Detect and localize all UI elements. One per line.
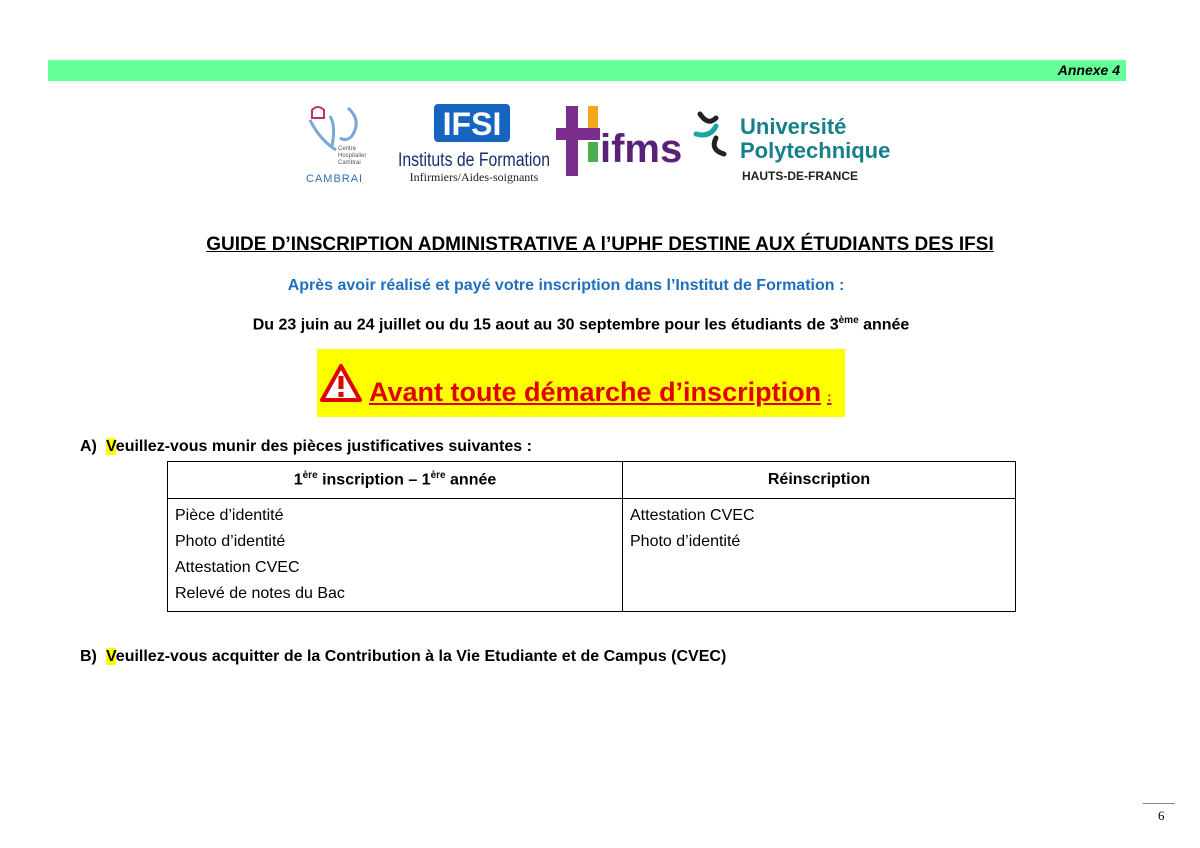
svg-text:IFSI: IFSI: [442, 106, 502, 142]
footer-rule: [1143, 803, 1175, 804]
svg-text:Instituts de Formation: Instituts de Formation: [398, 150, 550, 171]
ifsi-logo: [396, 102, 552, 186]
section-b: B) Veuillez-vous acquitter de la Contribution à la Vie Etudiante et de Campus (CVEC): [80, 648, 727, 665]
page-number: 6: [1158, 808, 1165, 823]
documents-table: [167, 461, 1016, 612]
warning-box: [317, 349, 845, 417]
svg-text:ifms: ifms: [600, 127, 683, 171]
subtitle: Après avoir réalisé et payé votre inscription dans l’Institut de Formation :: [287, 277, 845, 294]
ifms-logo: [556, 106, 686, 178]
svg-text:HAUTS-DE-FRANCE: HAUTS-DE-FRANCE: [742, 169, 858, 183]
first-inscription-items: Pièce d’identité Photo d’identité Attestation CVEC Relevé de notes du Bac: [168, 499, 623, 612]
cambrai-subtext: Centre: [338, 146, 357, 152]
uphf-logo: [690, 104, 900, 184]
reinscription-items: Attestation CVEC Photo d’identité: [623, 499, 1016, 612]
svg-text:Hospitalier: Hospitalier: [338, 153, 367, 159]
logo-strip: [300, 100, 900, 190]
svg-text:Infirmiers/Aides-soignants: Infirmiers/Aides-soignants: [409, 170, 539, 184]
dates-line: Du 23 juin au 24 juillet ou du 15 aout au 30 septembre pour les étudiants de 3ème année: [252, 315, 910, 334]
warning-text: Avant toute démarche d’inscription :: [369, 377, 832, 407]
header-first-inscription: 1ère inscription – 1ère année: [168, 462, 623, 499]
section-a: A) Veuillez-vous munir des pièces justificatives suivantes :: [80, 438, 532, 455]
warning-icon: [319, 363, 363, 403]
annexe-label: Annexe 4: [1057, 62, 1120, 78]
header-reinscription: Réinscription: [623, 462, 1016, 499]
annexe-bar: [48, 60, 1126, 81]
page-title: GUIDE D’INSCRIPTION ADMINISTRATIVE A l’UPHF DESTINE AUX ÉTUDIANTS DES IFSI: [206, 234, 994, 255]
svg-text:Cambrai: Cambrai: [338, 160, 361, 166]
svg-text:Université: Université: [740, 114, 847, 139]
svg-text:Polytechnique: Polytechnique: [740, 138, 891, 163]
cambrai-logo: [300, 104, 380, 190]
svg-text:CAMBRAI: CAMBRAI: [306, 173, 364, 185]
